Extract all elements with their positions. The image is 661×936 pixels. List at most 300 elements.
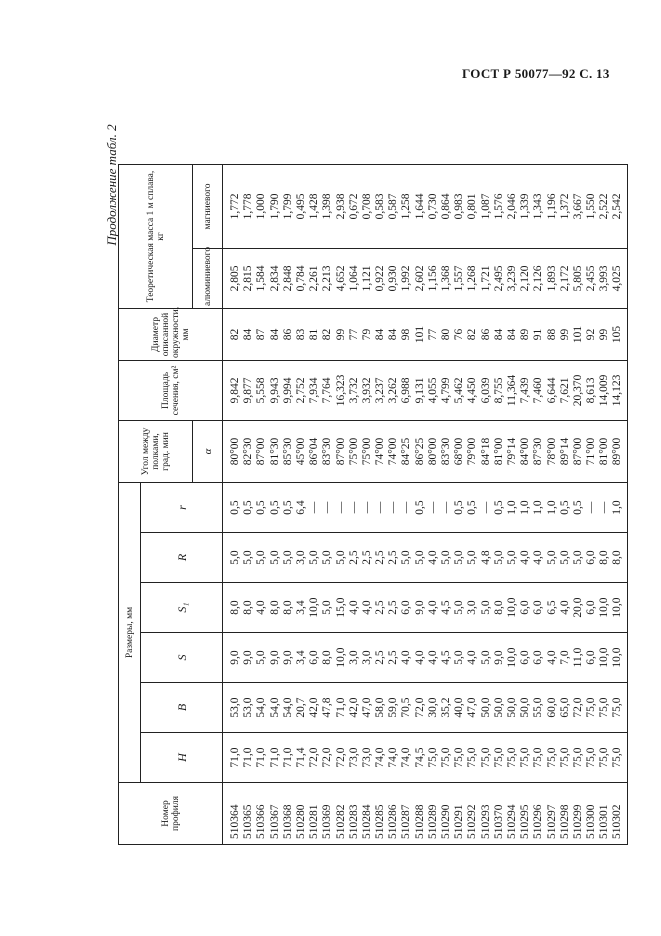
table-cell: 510300: [585, 804, 598, 839]
table-cell: 510298: [558, 804, 571, 839]
table-cell: 71°00: [585, 437, 598, 466]
table-cell: 54,0: [268, 697, 281, 718]
table-cell: 84°18: [479, 437, 492, 466]
table-cell: 7,0: [558, 650, 571, 665]
table-cell: 85°30: [281, 437, 294, 466]
table-cell: 2,5: [387, 650, 400, 665]
table-cell: 1,721: [479, 265, 492, 292]
table-cell: 101: [571, 325, 584, 344]
table-cell: 6,0: [400, 600, 413, 615]
table-cell: 75,0: [545, 747, 558, 768]
table-cell: 4,652: [334, 265, 347, 292]
table-cell: 75,0: [479, 747, 492, 768]
table-cell: 73,0: [347, 747, 360, 768]
table-cell: 2,522: [598, 193, 611, 220]
table-cell: 1,268: [466, 265, 479, 292]
table-cell: 72,0: [321, 747, 334, 768]
table-cell: 55,0: [532, 697, 545, 718]
table-cell: 10,0: [334, 647, 347, 668]
table-cell: 510287: [400, 804, 413, 839]
table-body-row: [223, 164, 628, 844]
table-cell: 1,557: [453, 265, 466, 292]
table-cell: 50,0: [505, 697, 518, 718]
table-cell: 7,439: [519, 377, 532, 404]
col-R-header: R: [141, 533, 223, 583]
table-cell: 8,613: [585, 377, 598, 404]
table-cell: 81°00: [598, 437, 611, 466]
table-cell: 5,0: [268, 550, 281, 565]
table-cell: 1,428: [308, 193, 321, 220]
table-cell: 6,039: [479, 377, 492, 404]
table-cell: 3,262: [387, 377, 400, 404]
table-cell: 9,994: [281, 377, 294, 404]
column-r-values: [223, 482, 628, 532]
table-cell: —: [374, 501, 387, 514]
table-cell: —: [479, 501, 492, 514]
table-cell: 5,0: [255, 550, 268, 565]
table-cell: 6,0: [532, 600, 545, 615]
table-cell: 1,893: [545, 265, 558, 292]
table-cell: 15,0: [334, 597, 347, 618]
table-cell: 6,0: [519, 600, 532, 615]
table-cell: 4,0: [466, 650, 479, 665]
table-cell: 50,0: [492, 697, 505, 718]
table-cell: 0,922: [374, 265, 387, 292]
table-cell: 510291: [453, 804, 466, 839]
table-cell: 10,0: [598, 597, 611, 618]
table-cell: 6,0: [585, 600, 598, 615]
table-cell: 71,0: [242, 747, 255, 768]
table-cell: 510290: [440, 804, 452, 839]
table-cell: —: [321, 501, 334, 514]
table-cell: 72,0: [571, 697, 584, 718]
table-cell: 510285: [374, 804, 387, 839]
table-cell: 1,778: [242, 193, 255, 220]
col-r-header: r: [141, 482, 223, 532]
table-cell: 35,2: [440, 697, 452, 718]
table-cell: 2,5: [387, 550, 400, 565]
table-cell: 75,0: [426, 747, 439, 768]
table-cell: 4,5: [440, 600, 452, 615]
table-cell: 4,025: [611, 265, 624, 292]
table-cell: 3,4: [294, 600, 307, 615]
table-cell: 71,4: [294, 747, 307, 768]
table-cell: 53,0: [242, 697, 255, 718]
col-alpha-symbol: α: [193, 420, 223, 482]
table-cell: 1,992: [400, 265, 413, 292]
table-cell: 89°14: [558, 437, 571, 466]
table-cell: 0,5: [571, 500, 584, 515]
table-cell: 86: [281, 328, 294, 341]
table-cell: 0,801: [466, 193, 479, 220]
table-cell: 8,0: [598, 550, 611, 565]
table-cell: 2,815: [242, 265, 255, 292]
table-cell: 1,372: [558, 193, 571, 220]
table-cell: 510284: [360, 804, 373, 839]
table-cell: 510369: [321, 804, 334, 839]
table-cell: 8,0: [268, 600, 281, 615]
table-cell: 84: [387, 328, 400, 341]
table-cell: 6,988: [400, 377, 413, 404]
column-B-values: [223, 683, 628, 733]
table-cell: 74°00: [374, 437, 387, 466]
table-cell: 1,000: [255, 193, 268, 220]
table-cell: 2,834: [268, 265, 281, 292]
table-cell: 20,7: [294, 697, 307, 718]
table-cell: 510297: [545, 804, 558, 839]
table-cell: 2,938: [334, 193, 347, 220]
table-cell: 4,0: [519, 550, 532, 565]
table-cell: 99: [334, 328, 347, 341]
table-cell: 1,339: [519, 193, 532, 220]
table-cell: 3,0: [360, 650, 373, 665]
table-cell: 5,0: [308, 550, 321, 565]
table-cell: 81: [308, 328, 321, 341]
table-cell: 1,644: [413, 193, 426, 220]
col-angle-header: Угол между полками, град. мин: [119, 420, 193, 482]
table-cell: 82: [229, 328, 241, 341]
table-cell: 510368: [281, 804, 294, 839]
table-cell: 5,0: [440, 550, 452, 565]
table-cell: 6,0: [308, 650, 321, 665]
table-cell: 76: [453, 328, 466, 341]
table-cell: 510293: [479, 804, 492, 839]
table-cell: 6,5: [545, 600, 558, 615]
table-cell: 82: [466, 328, 479, 341]
table-cell: 5,0: [479, 600, 492, 615]
table-cell: 81°30: [268, 437, 281, 466]
table-cell: 510282: [334, 804, 347, 839]
column-magnesium-mass-values: [223, 164, 628, 248]
table-cell: 20,370: [571, 374, 584, 407]
table-cell: 2,046: [505, 193, 518, 220]
table-cell: 8,0: [321, 650, 334, 665]
table-cell: 5,0: [453, 600, 466, 615]
table-cell: 510281: [308, 804, 321, 839]
table-cell: 75,0: [492, 747, 505, 768]
col-S-header: S: [141, 633, 223, 683]
table-cell: 86: [479, 328, 492, 341]
table-cell: 10,0: [308, 597, 321, 618]
table-cell: 510292: [466, 804, 479, 839]
table-cell: 6,0: [519, 650, 532, 665]
table-cell: 510280: [294, 804, 307, 839]
table-cell: 4,5: [440, 650, 452, 665]
table-cell: 87°00: [334, 437, 347, 466]
table-cell: 510364: [229, 804, 241, 839]
table-cell: 47,0: [466, 697, 479, 718]
table-cell: 74°00: [387, 437, 400, 466]
table-cell: 0,708: [360, 193, 373, 220]
table-cell: 11,0: [571, 647, 584, 668]
table-cell: 3,237: [374, 377, 387, 404]
table-cell: 2,5: [374, 550, 387, 565]
table-cell: 510289: [426, 804, 439, 839]
table-cell: 2,126: [532, 265, 545, 292]
table-cell: 1,772: [229, 193, 241, 220]
table-cell: 0,5: [558, 500, 571, 515]
table-cell: 9,131: [413, 377, 426, 404]
column-S-values: [223, 633, 628, 683]
table-cell: 80°00: [229, 437, 241, 466]
table-cell: 4,055: [426, 377, 439, 404]
table-cell: 0,983: [453, 193, 466, 220]
table-cell: 510295: [519, 804, 532, 839]
table-cell: 4,0: [426, 600, 439, 615]
table-cell: 0,5: [281, 500, 294, 515]
table-cell: 9,943: [268, 377, 281, 404]
table-cell: 105: [611, 325, 624, 344]
table-cell: 0,5: [492, 500, 505, 515]
table-cell: 42,0: [347, 697, 360, 718]
table-cell: 91: [532, 328, 545, 341]
table-cell: 1,398: [321, 193, 334, 220]
table-cell: 83°30: [440, 437, 452, 466]
table-cell: —: [334, 501, 347, 514]
table-cell: 0,930: [387, 265, 400, 292]
table-cell: 8,755: [492, 377, 505, 404]
table-cell: 3,732: [347, 377, 360, 404]
col-S1-header: S₁: [141, 583, 223, 633]
table-cell: 75,0: [532, 747, 545, 768]
table-cell: 6,4: [294, 500, 307, 515]
table-cell: 80: [440, 328, 452, 341]
table-cell: 0,583: [374, 193, 387, 220]
table-cell: 4,0: [360, 600, 373, 615]
table-cell: 6,644: [545, 377, 558, 404]
table-cell: 75,0: [598, 747, 611, 768]
table-cell: 9,0: [229, 650, 241, 665]
table-continuation-title: Продолжение табл. 2: [104, 124, 119, 246]
table-cell: —: [598, 501, 611, 514]
table-cell: 10,0: [611, 597, 624, 618]
table-cell: 2,261: [308, 265, 321, 292]
table-cell: 3,667: [571, 193, 584, 220]
table-cell: 5,0: [229, 550, 241, 565]
table-cell: 65,0: [558, 697, 571, 718]
table-cell: 0,495: [294, 193, 307, 220]
table-cell: 0,864: [440, 193, 452, 220]
table-cell: 5,0: [466, 550, 479, 565]
table-cell: 1,343: [532, 193, 545, 220]
table-cell: 2,848: [281, 265, 294, 292]
table-cell: 510370: [492, 804, 505, 839]
table-cell: 84: [242, 328, 255, 341]
table-cell: 54,0: [255, 697, 268, 718]
table-cell: 0,5: [255, 500, 268, 515]
table-cell: 82: [321, 328, 334, 341]
table-cell: 42,0: [308, 697, 321, 718]
table-cell: 510288: [413, 804, 426, 839]
table-cell: 9,842: [229, 377, 241, 404]
table-cell: 2,805: [229, 265, 241, 292]
table-cell: 5,0: [400, 550, 413, 565]
table-cell: 70,5: [400, 697, 413, 718]
table-cell: 14,123: [611, 374, 624, 407]
col-B-header: B: [141, 683, 223, 733]
table-cell: 72,0: [334, 747, 347, 768]
table-cell: 75,0: [571, 747, 584, 768]
table-cell: 84°25: [400, 437, 413, 466]
table-cell: 87°30: [532, 437, 545, 466]
table-cell: 81°00: [492, 437, 505, 466]
table-cell: 5,0: [545, 550, 558, 565]
table-cell: 9,0: [492, 650, 505, 665]
table-cell: 84: [374, 328, 387, 341]
table-cell: 510286: [387, 804, 400, 839]
table-cell: 4,0: [413, 650, 426, 665]
table-cell: 1,087: [479, 193, 492, 220]
table-cell: 30,0: [426, 697, 439, 718]
table-cell: 5,0: [479, 650, 492, 665]
table-cell: 71,0: [281, 747, 294, 768]
table-cell: 74,5: [413, 747, 426, 768]
column-area-values: [223, 360, 628, 420]
col-diameter-header: Диаметр описанной окружности, мм: [119, 308, 223, 360]
col-H-header: H: [141, 733, 223, 783]
table-cell: 84: [268, 328, 281, 341]
table-cell: 0,5: [268, 500, 281, 515]
table-cell: 1,799: [281, 193, 294, 220]
table-cell: 47,0: [360, 697, 373, 718]
table-cell: 83: [294, 328, 307, 341]
table-cell: —: [440, 501, 452, 514]
table-cell: —: [585, 501, 598, 514]
table-cell: 87: [255, 328, 268, 341]
table-cell: 4,8: [479, 550, 492, 565]
table-cell: 11,364: [505, 374, 518, 407]
table-cell: 60,0: [545, 697, 558, 718]
table-cell: 79: [360, 328, 373, 341]
table-cell: 1,550: [585, 193, 598, 220]
table-cell: 5,0: [321, 600, 334, 615]
table-cell: 68°00: [453, 437, 466, 466]
column-H-values: [223, 733, 628, 783]
table-cell: 71,0: [255, 747, 268, 768]
table-cell: 5,0: [321, 550, 334, 565]
table-cell: 6,0: [585, 550, 598, 565]
table-cell: 510283: [347, 804, 360, 839]
table-cell: —: [347, 501, 360, 514]
table-cell: 79°00: [466, 437, 479, 466]
table-cell: 0,730: [426, 193, 439, 220]
table-cell: 5,0: [255, 650, 268, 665]
table-cell: 4,0: [347, 600, 360, 615]
table-cell: 3,0: [347, 650, 360, 665]
table-cell: 58,0: [374, 697, 387, 718]
table-cell: 16,323: [334, 374, 347, 407]
table-cell: 99: [558, 328, 571, 341]
table-cell: 71,0: [268, 747, 281, 768]
table-cell: 510301: [598, 804, 611, 839]
col-aluminium-header: алюминиевого: [193, 248, 223, 308]
table-cell: 5,0: [558, 550, 571, 565]
table-cell: 2,455: [585, 265, 598, 292]
table-cell: 10,0: [598, 647, 611, 668]
table-cell: 2,5: [360, 550, 373, 565]
table-cell: 75,0: [585, 747, 598, 768]
table-cell: 1,258: [400, 193, 413, 220]
table-cell: 5,462: [453, 377, 466, 404]
table-cell: 3,0: [294, 550, 307, 565]
table-cell: 50,0: [479, 697, 492, 718]
table-cell: 79°14: [505, 437, 518, 466]
table-cell: 7,934: [308, 377, 321, 404]
table-cell: —: [387, 501, 400, 514]
table-cell: 4,0: [558, 600, 571, 615]
table-cell: 87°00: [571, 437, 584, 466]
rotated-table-container: [118, 165, 628, 845]
table-cell: 87°00: [255, 437, 268, 466]
table-cell: 92: [585, 328, 598, 341]
table-cell: 45°00: [294, 437, 307, 466]
table-cell: 1,368: [440, 265, 452, 292]
table-cell: 0,5: [242, 500, 255, 515]
table-cell: 78°00: [545, 437, 558, 466]
table-cell: 2,5: [387, 600, 400, 615]
table-cell: 4,0: [426, 650, 439, 665]
table-cell: 5,0: [413, 550, 426, 565]
table-cell: 73,0: [360, 747, 373, 768]
table-cell: 2,542: [611, 193, 624, 220]
table-cell: 99: [598, 328, 611, 341]
table-cell: 0,784: [294, 265, 307, 292]
table-cell: 2,120: [519, 265, 532, 292]
table-cell: 5,0: [505, 550, 518, 565]
table-cell: 89°00: [611, 437, 624, 466]
table-cell: 75,0: [611, 747, 624, 768]
table-cell: 510366: [255, 804, 268, 839]
table-cell: 1,156: [426, 265, 439, 292]
table-cell: 75,0: [585, 697, 598, 718]
table-cell: 75,0: [558, 747, 571, 768]
column-diameter-values: [223, 308, 628, 360]
table-cell: 98: [400, 328, 413, 341]
table-cell: 1,584: [255, 265, 268, 292]
table-cell: 0,672: [347, 193, 360, 220]
table-cell: 0,5: [453, 500, 466, 515]
table-cell: 75°00: [347, 437, 360, 466]
table-cell: 84°00: [519, 437, 532, 466]
table-cell: 75,0: [611, 697, 624, 718]
table-cell: 86°25: [413, 437, 426, 466]
table-cell: 7,621: [558, 377, 571, 404]
table-cell: 86°04: [308, 437, 321, 466]
table-cell: 10,0: [505, 647, 518, 668]
table-cell: 84: [505, 328, 518, 341]
table-cell: 75,0: [519, 747, 532, 768]
column-aluminium-mass-values: [223, 248, 628, 308]
table-cell: 3,0: [466, 600, 479, 615]
column-S1-values: [223, 583, 628, 633]
table-cell: 8,0: [281, 600, 294, 615]
table-cell: 59,0: [387, 697, 400, 718]
table-cell: 9,0: [242, 650, 255, 665]
table-cell: 1,121: [360, 265, 373, 292]
table-cell: 14,009: [598, 374, 611, 407]
table-cell: —: [400, 501, 413, 514]
table-cell: 74,0: [374, 747, 387, 768]
table-cell: 5,558: [255, 377, 268, 404]
table-cell: 3,993: [598, 265, 611, 292]
column-profile-values: [223, 783, 628, 845]
table-cell: 510302: [611, 804, 624, 839]
table-cell: 40,0: [453, 697, 466, 718]
table-cell: 3,239: [505, 265, 518, 292]
table-cell: 75,0: [453, 747, 466, 768]
table-cell: 4,0: [255, 600, 268, 615]
table-cell: 10,0: [505, 597, 518, 618]
